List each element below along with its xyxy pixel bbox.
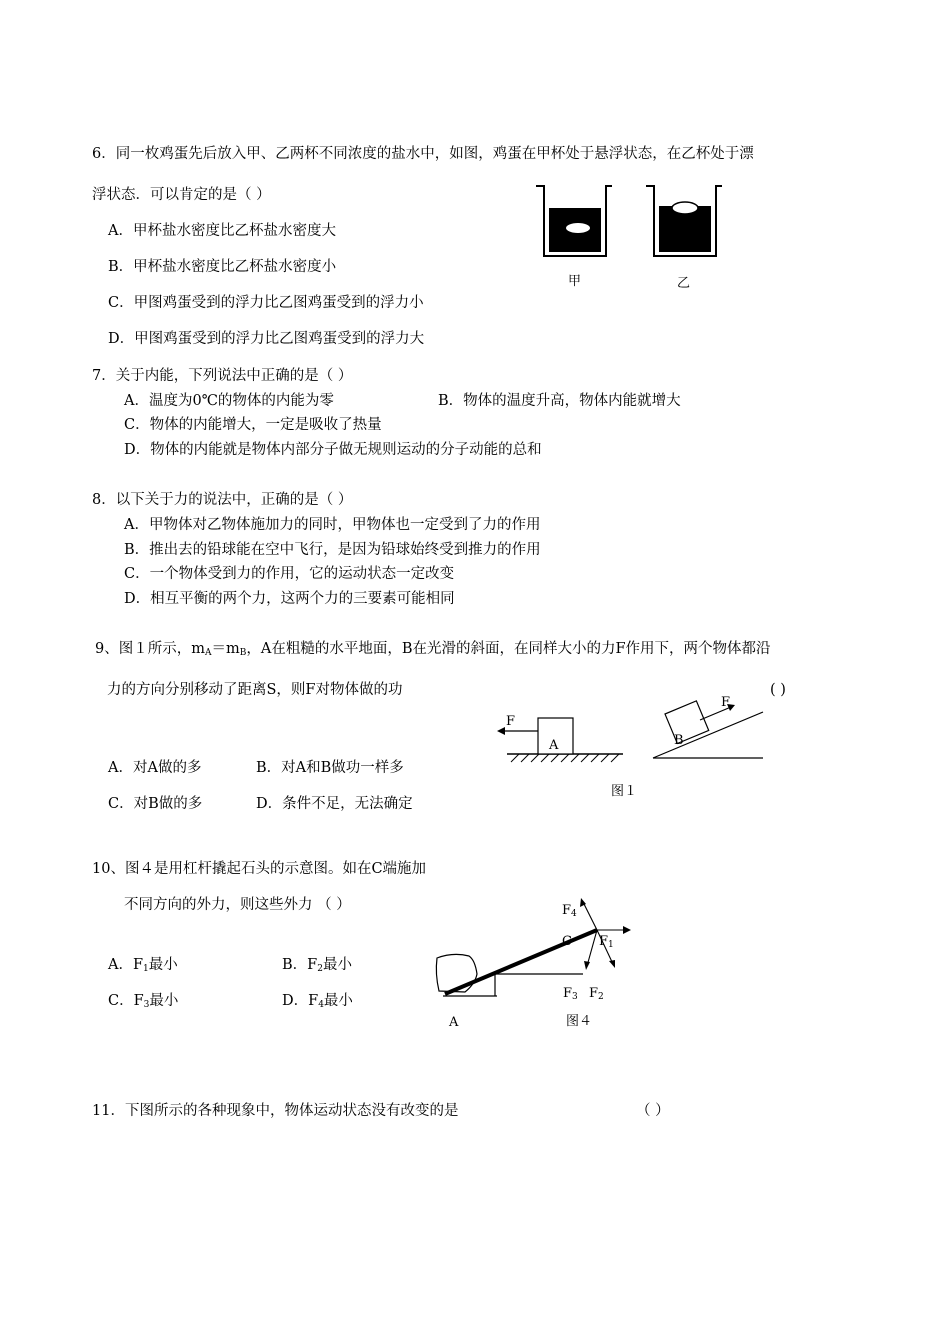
q9-stem-part-c: ，A在粗糙的水平地面，B在光滑的斜面，在同样大小的力F作用下，两个物体都沿	[246, 641, 771, 657]
q6-label-jia: 甲	[568, 274, 582, 289]
q9-option-c: C．对B做的多	[108, 796, 203, 812]
q11-answer-paren: （ ）	[636, 1103, 670, 1119]
q11-stem: 11．下图所示的各种现象中，物体运动状态没有改变的是	[92, 1103, 459, 1119]
q9-fig-label-f-b: F	[721, 695, 731, 710]
q9-stem-line1	[95, 642, 771, 658]
q10-fig-f3-sub: 3	[572, 992, 578, 1002]
q10-fig-label-f1	[599, 935, 614, 950]
q10-option-a	[108, 958, 178, 974]
q7-option-d: D．物体的内能就是物体内部分子做无规则运动的分子动能的总和	[124, 442, 542, 458]
q6-option-d: D．甲图鸡蛋受到的浮力比乙图鸡蛋受到的浮力大	[108, 331, 425, 347]
q9-sub-a: A	[204, 648, 212, 658]
q7-option-c: C．物体的内能增大，一定是吸收了热量	[124, 417, 382, 433]
q10-option-c	[108, 994, 178, 1010]
egg-floating	[672, 202, 698, 214]
rock	[436, 954, 477, 992]
q10-option-b	[282, 958, 352, 974]
q9-fig-label-a: A	[549, 738, 559, 753]
q8-option-d: D．相互平衡的两个力，这两个力的三要素可能相同	[124, 591, 455, 607]
q7-option-b: B．物体的温度升高，物体内能就增大	[438, 393, 681, 409]
q10-fig-f4-sub: 4	[571, 909, 577, 919]
q10-option-b-pre: B．F	[282, 957, 318, 973]
q10-fig-caption: 图４	[566, 1014, 593, 1029]
q8-stem: 8．以下关于力的说法中，正确的是（ ）	[92, 492, 353, 508]
q10-option-d-pre: D．F	[282, 993, 319, 1009]
q9-fig-label-b: B	[674, 733, 684, 748]
q10-option-c-pre: C．F	[108, 993, 144, 1009]
q10-option-a-post: 最小	[148, 957, 178, 973]
q10-fig-f3-text: F	[563, 986, 573, 1001]
q10-stem-line1: 10、图４是用杠杆撬起石头的示意图。如在C端施加	[92, 861, 427, 877]
q10-fig-f1-sub: 1	[608, 940, 614, 950]
q10-fig-f4-text: F	[562, 903, 572, 918]
q10-option-c-post: 最小	[149, 993, 179, 1009]
q9-option-b: B．对A和B做功一样多	[256, 760, 404, 776]
q10-option-b-sub: 2	[317, 964, 323, 974]
q10-stem-line2: 不同方向的外力，则这些外力 （ ）	[124, 897, 351, 913]
q6-label-yi: 乙	[677, 276, 691, 291]
force-arrow-a	[497, 727, 538, 735]
q10-option-c-sub: 3	[143, 1000, 150, 1010]
q7-stem: 7．关于内能，下列说法中正确的是（ ）	[92, 368, 353, 384]
q6-option-a: A．甲杯盐水密度比乙杯盐水密度大	[108, 223, 336, 239]
q10-option-b-post: 最小	[322, 957, 352, 973]
q9-stem-line2: 力的方向分别移动了距离S，则F对物体做的功	[107, 682, 403, 698]
q10-option-d-post: 最小	[323, 993, 353, 1009]
q10-fig-label-f3	[563, 987, 578, 1002]
q9-stem-part-a: 9、图１所示，m	[95, 641, 205, 657]
q9-sub-b: B	[239, 648, 247, 658]
q10-fig-f1-text: F	[599, 934, 609, 949]
q10-fig-label-a: A	[449, 1015, 459, 1030]
q9-option-a: A．对A做的多	[108, 760, 202, 776]
q8-option-c: C．一个物体受到力的作用，它的运动状态一定改变	[124, 566, 455, 582]
q7-option-a: A．温度为0℃的物体的内能为零	[124, 393, 334, 409]
q10-fig-f2-text: F	[589, 986, 599, 1001]
q10-fig-label-f2	[589, 987, 604, 1002]
q9-answer-paren: ( )	[770, 682, 786, 698]
q10-option-d	[282, 994, 353, 1010]
q10-option-a-sub: 1	[143, 964, 149, 974]
q6-stem-line1: 6．同一枚鸡蛋先后放入甲、乙两杯不同浓度的盐水中，如图，鸡蛋在甲杯处于悬浮状态，在乙杯处于漂	[92, 146, 754, 162]
egg-suspended	[566, 223, 590, 233]
q6-beakers-figure	[530, 180, 730, 270]
q9-option-d: D．条件不足，无法确定	[256, 796, 413, 812]
q9-fig-label-f-a: F	[506, 714, 516, 729]
beaker-yi	[646, 186, 722, 256]
q8-option-b: B．推出去的铅球能在空中飞行，是因为铅球始终受到推力的作用	[124, 542, 541, 558]
q9-stem-part-b: ＝m	[211, 641, 240, 657]
q6-option-c: C．甲图鸡蛋受到的浮力比乙图鸡蛋受到的浮力小	[108, 295, 424, 311]
beaker-jia	[536, 186, 612, 256]
q10-fig-label-c: C	[562, 934, 572, 949]
rough-ground	[507, 754, 623, 762]
q6-stem-line2: 浮状态．可以肯定的是（ ）	[92, 187, 271, 203]
q10-fig-label-f4	[562, 904, 577, 919]
q10-option-d-sub: 4	[318, 1000, 324, 1010]
q10-option-a-pre: A．F	[108, 957, 144, 973]
q8-option-a: A．甲物体对乙物体施加力的同时，甲物体也一定受到了力的作用	[124, 517, 541, 533]
q10-fig-f2-sub: 2	[598, 992, 604, 1002]
q9-fig-caption: 图１	[611, 784, 638, 799]
q6-option-b: B．甲杯盐水密度比乙杯盐水密度小	[108, 259, 337, 275]
